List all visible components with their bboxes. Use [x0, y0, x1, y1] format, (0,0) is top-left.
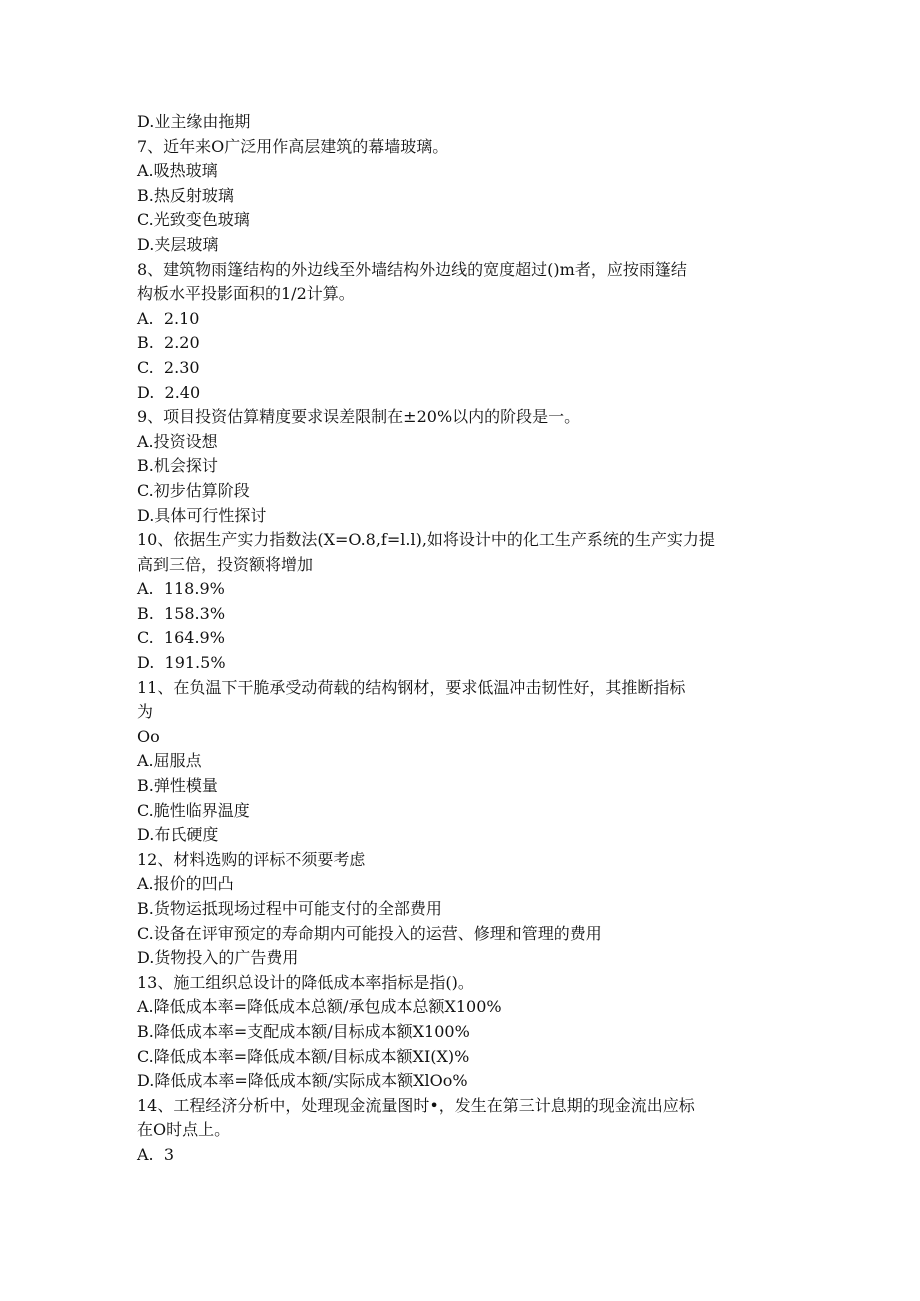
text-line: 14、工程经济分析中，处理现金流量图时•，发生在第三计息期的现金流出应标: [137, 1095, 695, 1115]
text-line: A.吸热玻璃: [137, 161, 218, 181]
text-line: A.报价的凹凸: [137, 874, 234, 894]
document-text: [137, 110, 787, 1168]
text-line: C.光致变色玻璃: [137, 210, 250, 230]
text-line: D.业主缘由拖期: [137, 112, 251, 131]
text-line: B.降低成本率=支配成本额/目标成本额X100%: [137, 1021, 470, 1041]
text-line: C.设备在评审预定的寿命期内可能投入的运营、修理和管理的费用: [137, 923, 602, 943]
text-line: 11、在负温下干脆承受动荷载的结构钢材，要求低温冲击韧性好，其推断指标: [137, 677, 686, 697]
text-line: 8、建筑物雨篷结构的外边线至外墙结构外边线的宽度超过()m者，应按雨篷结: [137, 259, 687, 279]
text-line: D.降低成本率=降低成本额/实际成本额XlOo%: [137, 1071, 468, 1091]
text-line: C.脆性临界温度: [137, 800, 250, 820]
text-line: B. 2.20: [137, 333, 200, 353]
text-line: 高到三倍，投资额将增加: [137, 554, 314, 574]
text-line: A.投资设想: [137, 431, 218, 451]
text-line: B.货物运抵现场过程中可能支付的全部费用: [137, 899, 442, 918]
text-line: C.降低成本率=降低成本额/目标成本额XI(X)%: [137, 1046, 470, 1066]
text-line: B. 158.3%: [137, 603, 226, 623]
text-line: 12、材料选购的评标不须要考虑: [137, 849, 366, 869]
text-line: C. 2.30: [137, 357, 200, 377]
text-line: 构板水平投影面积的1/2计算。: [137, 284, 355, 304]
text-line: D. 191.5%: [137, 653, 226, 673]
text-line: 7、近年来O广泛用作高层建筑的幕墙玻璃。: [137, 136, 449, 156]
text-line: A. 3: [137, 1144, 174, 1164]
text-line: A. 2.10: [137, 308, 200, 328]
text-line: A. 118.9%: [137, 579, 225, 599]
text-line: B.热反射玻璃: [137, 185, 234, 205]
text-line: 9、项目投资估算精度要求误差限制在±20%以内的阶段是一。: [137, 407, 581, 427]
text-line: 在O时点上。: [137, 1120, 231, 1140]
text-line: 10、依据生产实力指数法(X=O.8,f=l.l),如将设计中的化工生产系统的生产实力提: [137, 530, 715, 550]
text-line: 13、施工组织总设计的降低成本率指标是指()。: [137, 972, 474, 992]
text-line: D. 2.40: [137, 382, 201, 402]
text-line: C. 164.9%: [137, 628, 225, 648]
text-line: C.初步估算阶段: [137, 480, 250, 500]
text-line: Oo: [137, 726, 160, 746]
text-line: D.夹层玻璃: [137, 234, 219, 254]
text-line: 为: [137, 702, 154, 722]
text-line: B.弹性模量: [137, 776, 218, 796]
text-line: D.布氏硬度: [137, 825, 219, 845]
text-line: B.机会探讨: [137, 456, 218, 476]
text-line: D.货物投入的广告费用: [137, 948, 299, 968]
text-line: A.屈服点: [137, 751, 202, 771]
text-line: A.降低成本率=降低成本总额/承包成本总额X100%: [137, 997, 502, 1017]
text-line: D.具体可行性探讨: [137, 505, 267, 525]
